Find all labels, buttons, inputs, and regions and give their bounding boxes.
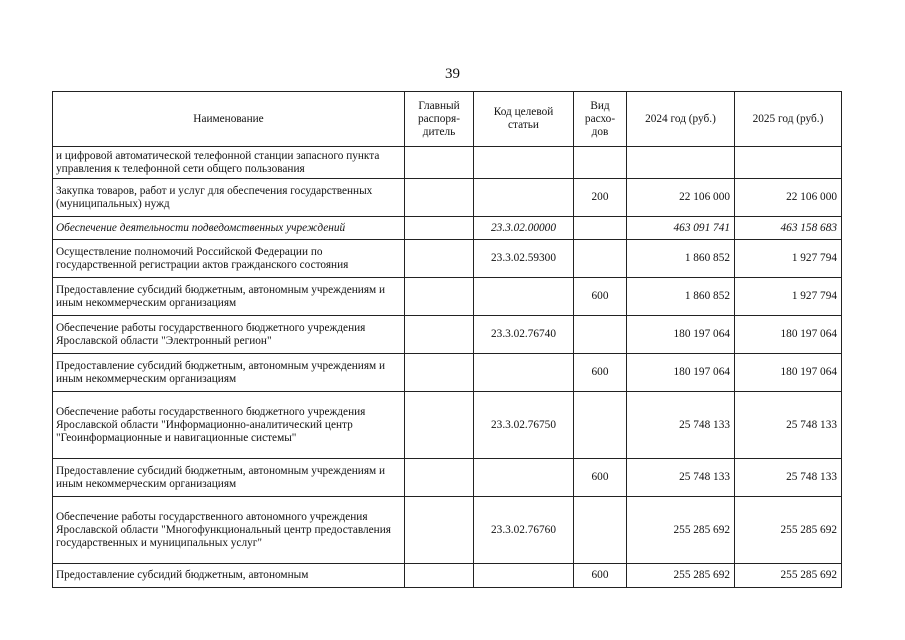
row-admin — [405, 147, 474, 179]
header-code: Код целевой статьи — [474, 92, 574, 147]
row-code: 23.3.02.76750 — [474, 392, 574, 459]
row-code: 23.3.02.00000 — [474, 217, 574, 240]
row-kind: 600 — [574, 278, 627, 316]
row-code — [474, 354, 574, 392]
row-code — [474, 179, 574, 217]
row-code: 23.3.02.76740 — [474, 316, 574, 354]
page-number: 39 — [445, 66, 460, 82]
row-2025: 463 158 683 — [735, 217, 842, 240]
row-kind — [574, 316, 627, 354]
row-kind — [574, 217, 627, 240]
row-2024 — [627, 147, 735, 179]
row-admin — [405, 240, 474, 278]
row-2024: 25 748 133 — [627, 459, 735, 497]
row-kind: 600 — [574, 354, 627, 392]
row-code: 23.3.02.76760 — [474, 497, 574, 564]
row-name: Предоставление субсидий бюджетным, автономным учреждениям и иным некоммерческим организациям — [53, 459, 405, 497]
row-code: 23.3.02.59300 — [474, 240, 574, 278]
row-admin — [405, 217, 474, 240]
table-row — [53, 497, 842, 564]
row-2024: 1 860 852 — [627, 240, 735, 278]
row-admin — [405, 497, 474, 564]
row-2024: 1 860 852 — [627, 278, 735, 316]
row-kind: 600 — [574, 564, 627, 588]
row-admin — [405, 564, 474, 588]
row-name: Осуществление полномочий Российской Федерации по государственной регистрации актов гражданского состояния — [53, 240, 405, 278]
row-2024: 180 197 064 — [627, 354, 735, 392]
row-2024: 22 106 000 — [627, 179, 735, 217]
table-row — [53, 459, 842, 497]
row-name: Обеспечение деятельности подведомственных учреждений — [53, 217, 405, 240]
row-admin — [405, 179, 474, 217]
row-2024: 255 285 692 — [627, 564, 735, 588]
row-2025: 255 285 692 — [735, 497, 842, 564]
row-admin — [405, 459, 474, 497]
row-2025: 25 748 133 — [735, 392, 842, 459]
row-2025: 180 197 064 — [735, 354, 842, 392]
table-row — [53, 564, 842, 588]
row-2024: 463 091 741 — [627, 217, 735, 240]
row-kind — [574, 147, 627, 179]
row-name: Обеспечение работы государственного бюджетного учреждения Ярославской области "Информационно-аналитический центр "Геоинформационные и навигационные системы" — [53, 392, 405, 459]
row-admin — [405, 354, 474, 392]
row-2025 — [735, 147, 842, 179]
row-code — [474, 278, 574, 316]
row-name: Предоставление субсидий бюджетным, автономным учреждениям и иным некоммерческим организациям — [53, 278, 405, 316]
row-2024: 25 748 133 — [627, 392, 735, 459]
row-kind — [574, 240, 627, 278]
header-2024: 2024 год (руб.) — [627, 92, 735, 147]
row-2025: 180 197 064 — [735, 316, 842, 354]
row-2025: 1 927 794 — [735, 240, 842, 278]
row-code — [474, 147, 574, 179]
table-row — [53, 240, 842, 278]
table-row — [53, 217, 842, 240]
row-name: Предоставление субсидий бюджетным, автономным учреждениям и иным некоммерческим организациям — [53, 354, 405, 392]
row-2024: 180 197 064 — [627, 316, 735, 354]
header-2025: 2025 год (руб.) — [735, 92, 842, 147]
row-name: и цифровой автоматической телефонной станции запасного пункта управления к телефонной сети общего пользования — [53, 147, 405, 179]
row-kind: 200 — [574, 179, 627, 217]
row-kind: 600 — [574, 459, 627, 497]
row-2025: 22 106 000 — [735, 179, 842, 217]
row-name: Обеспечение работы государственного автономного учреждения Ярославской области "Многофункциональный центр предоставления государственных и муниципальных услуг" — [53, 497, 405, 564]
header-kind: Вид расхо-дов — [574, 92, 627, 147]
table-row — [53, 147, 842, 179]
table-row — [53, 278, 842, 316]
row-admin — [405, 278, 474, 316]
row-2025: 25 748 133 — [735, 459, 842, 497]
row-name: Обеспечение работы государственного бюджетного учреждения Ярославской области "Электронный регион" — [53, 316, 405, 354]
row-name: Предоставление субсидий бюджетным, автономным — [53, 564, 405, 588]
row-kind — [574, 497, 627, 564]
table-row — [53, 316, 842, 354]
row-2025: 255 285 692 — [735, 564, 842, 588]
row-admin — [405, 392, 474, 459]
table-header-row — [53, 92, 842, 147]
header-admin: Главный распоря-дитель — [405, 92, 474, 147]
row-code — [474, 564, 574, 588]
row-name: Закупка товаров, работ и услуг для обеспечения государственных (муниципальных) нужд — [53, 179, 405, 217]
row-code — [474, 459, 574, 497]
row-2024: 255 285 692 — [627, 497, 735, 564]
table-row — [53, 354, 842, 392]
table-row — [53, 179, 842, 217]
table-row — [53, 392, 842, 459]
row-2025: 1 927 794 — [735, 278, 842, 316]
row-kind — [574, 392, 627, 459]
row-admin — [405, 316, 474, 354]
header-name: Наименование — [53, 92, 405, 147]
budget-table — [52, 91, 842, 588]
